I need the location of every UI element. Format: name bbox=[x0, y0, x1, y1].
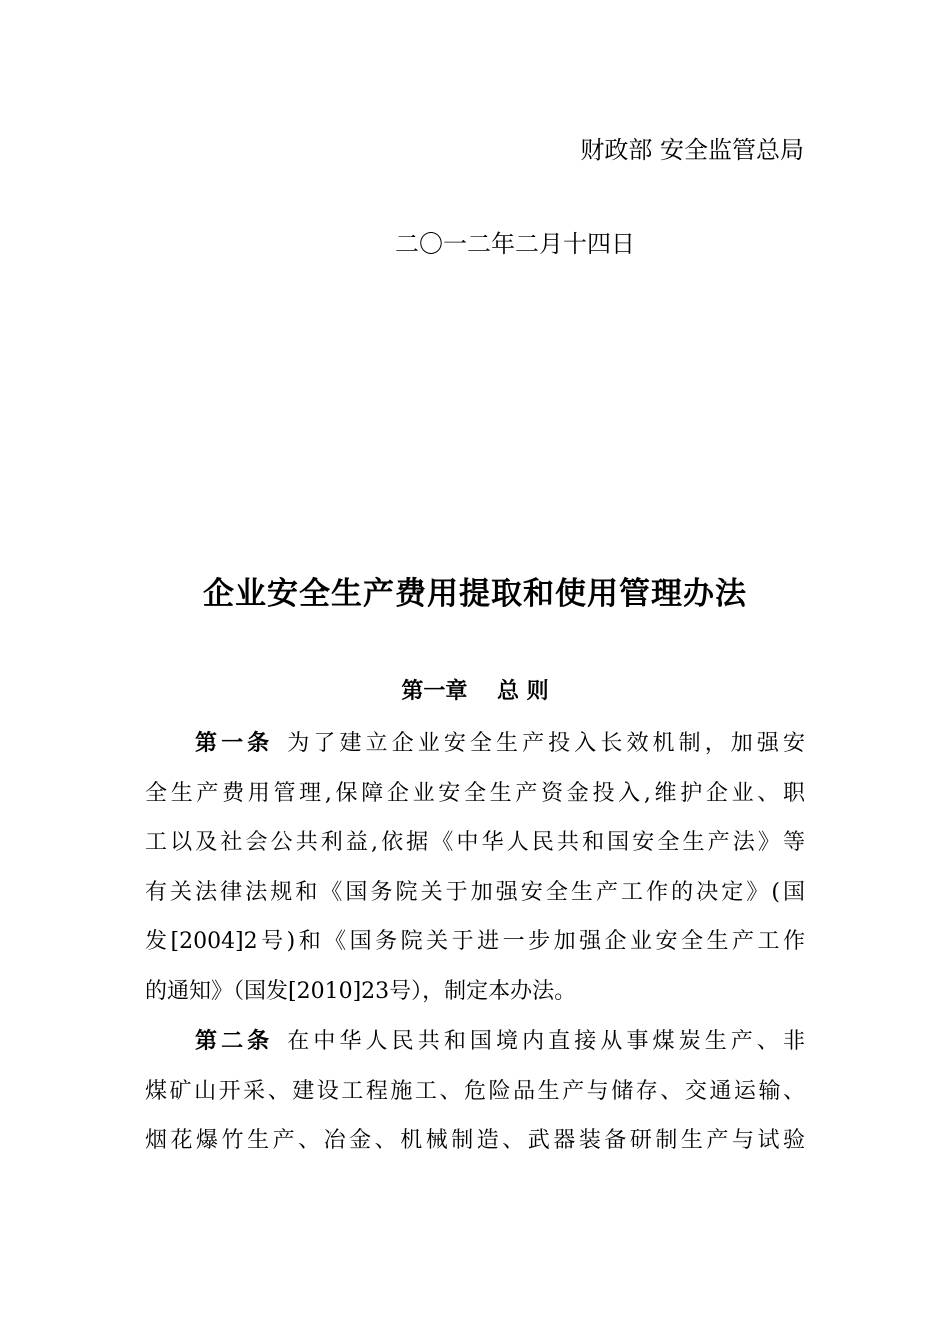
article-2-line-3: 烟花爆竹生产、冶金、机械制造、武器装备研制生产与试验 bbox=[145, 1128, 805, 1154]
article-1-label: 第一条 bbox=[195, 731, 274, 756]
article-2-line-1 bbox=[145, 1022, 805, 1072]
chapter-heading: 第一章 总 则 bbox=[401, 679, 549, 704]
article-2-label: 第二条 bbox=[195, 1029, 274, 1054]
article-1-text-1: 为了建立企业安全生产投入长效机制，加强安 bbox=[287, 731, 805, 756]
article-2-text-1: 在中华人民共和国境内直接从事煤炭生产、非 bbox=[287, 1029, 805, 1054]
article-1 bbox=[145, 724, 805, 1022]
article-1-line-2: 全生产费用管理,保障企业安全生产资金投入,维护企业、职 bbox=[145, 780, 805, 806]
article-1-line-1 bbox=[145, 724, 805, 774]
issue-date: 二〇一二年二月十四日 bbox=[395, 230, 635, 258]
document-title: 企业安全生产费用提取和使用管理办法 bbox=[203, 576, 747, 612]
issuer-line: 财政部 安全监管总局 bbox=[580, 136, 804, 164]
article-1-line-4: 有关法律法规和《国务院关于加强安全生产工作的决定》(国 bbox=[145, 879, 805, 905]
article-1-line-6: 的通知》（国发[2010]23号），制定本办法。 bbox=[145, 978, 577, 1004]
article-1-line-3: 工以及社会公共利益,依据《中华人民共和国安全生产法》等 bbox=[145, 830, 805, 856]
article-2 bbox=[145, 1022, 805, 1171]
article-1-line-5: 发[2004]2号)和《国务院关于进一步加强企业安全生产工作 bbox=[145, 929, 805, 955]
article-2-line-2: 煤矿山开采、建设工程施工、危险品生产与储存、交通运输、 bbox=[145, 1078, 805, 1104]
